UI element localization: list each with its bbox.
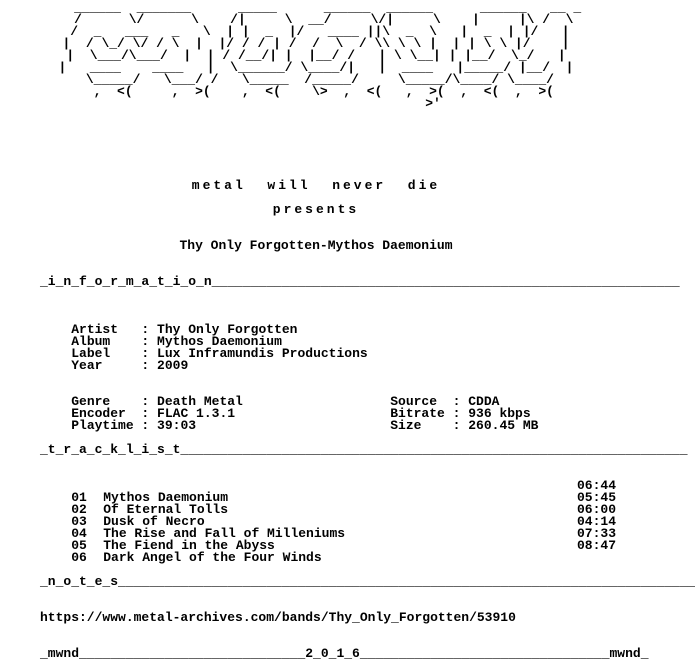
- track-number: 04: [71, 526, 87, 541]
- presents-text: presents: [272, 202, 360, 217]
- info-value: 39:03: [157, 418, 197, 433]
- track-title: The Rise and Fall of Milleniums: [103, 526, 346, 541]
- track-duration: 06:44: [576, 478, 616, 493]
- info-label: Label :: [71, 346, 150, 361]
- info-size: [359, 408, 538, 444]
- info-playtime: [40, 408, 196, 444]
- notes-url: https://www.metal-archives.com/bands/Thy_Only_Forgotten/53910: [40, 610, 516, 625]
- track-duration: 05:45: [576, 490, 616, 505]
- track-duration: 06:00: [576, 502, 616, 517]
- tagline: metal will never die: [191, 178, 441, 193]
- mwnd-ascii-logo: ______ _______ _____ ______ ______ ______ __ _ / \/ \ /| \ __/ \/| \ | |\ / \ / _ ___ _ \ | | _ |/ ____ ||\ _ \ | _ | |/ | | / \_/ \/ / \ | |/ / / | / / \ / \\ \ \ | | | \ \ |/ | | \___/\___/ | | / /__/| | |__/ / | \ \__| | |__/ \_/ | | ____ ____ | \______/ \____/| | ____ |_____/ |__/ | \_____/ \___/ / \_____ /_____/ \_____/\____/ \____/ , <( , >( , <( \> , <( , >( , <( , >( >': [58, 0, 582, 111]
- info-value: Thy Only Forgotten: [157, 322, 298, 337]
- info-label: Year :: [71, 358, 150, 373]
- info-value: Mythos Daemonium: [157, 334, 282, 349]
- info-label: Size :: [390, 418, 461, 433]
- info-label: Bitrate :: [390, 406, 461, 421]
- info-label: Source :: [390, 394, 461, 409]
- track-row: [40, 540, 616, 576]
- footer-line: _mwnd_____________________________2_0_1_6________________________________mwnd_: [40, 646, 649, 661]
- info-value: FLAC 1.3.1: [157, 406, 236, 421]
- track-title: Dark Angel of the Four Winds: [103, 550, 322, 565]
- track-number: 05: [71, 538, 87, 553]
- info-value: 260.45 MB: [468, 418, 539, 433]
- track-number: 06: [71, 550, 87, 565]
- info-value: CDDA: [468, 394, 500, 409]
- track-title: The Fiend in the Abyss: [103, 538, 275, 553]
- track-duration: 07:33: [576, 526, 616, 541]
- section-header-tracklist: _t_r_a_c_k_l_i_s_t_________________________________________________________________: [40, 442, 688, 457]
- info-value: 936 kbps: [468, 406, 531, 421]
- track-number: 02: [71, 502, 87, 517]
- info-label: Encoder :: [71, 406, 150, 421]
- info-label: Genre :: [71, 394, 150, 409]
- info-label: Playtime :: [71, 418, 150, 433]
- release-title: Thy Only Forgotten-Mythos Daemonium: [179, 238, 453, 253]
- track-duration: 04:14: [576, 514, 616, 529]
- info-label: Artist :: [71, 322, 150, 337]
- section-header-notes: _n_o_t_e_s__________________________________________________________________________: [40, 574, 695, 589]
- info-value: Lux Inframundis Productions: [157, 346, 368, 361]
- info-value: Death Metal: [157, 394, 243, 409]
- track-title: Mythos Daemonium: [103, 490, 229, 505]
- info-label: Album :: [71, 334, 150, 349]
- info-year: [40, 348, 188, 384]
- track-title: Dusk of Necro: [103, 514, 205, 529]
- section-header-information: _i_n_f_o_r_m_a_t_i_o_n____________________________________________________________: [40, 274, 680, 289]
- track-number: 03: [71, 514, 87, 529]
- track-number: 01: [71, 490, 87, 505]
- info-value: 2009: [157, 358, 189, 373]
- track-title: Of Eternal Tolls: [103, 502, 229, 517]
- track-duration: 08:47: [576, 538, 616, 553]
